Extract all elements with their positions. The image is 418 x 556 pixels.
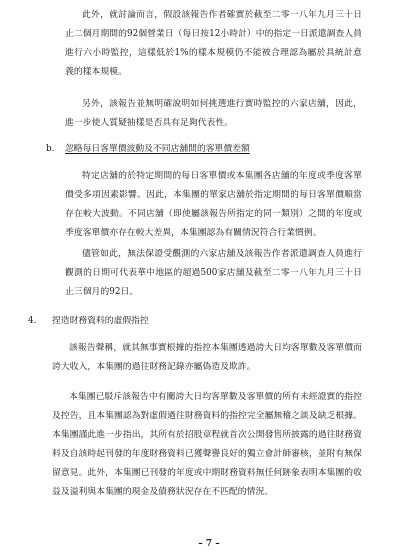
section-b-title: 忽略每日客單價波動及不同店舖間的客單價差額 [65, 144, 250, 154]
section-b-marker: b. [46, 144, 55, 154]
paragraph-representativeness: 儘管如此，無法保證受觀測的六家店舖及該報告作者派遣調查人員進行觀測的日期可代表華中地區的超過500家店舖及截至二零一八年九月三十日止三個月的92日。 [65, 249, 362, 297]
paragraph-store-selection: 另外，該報告並無明確說明如何挑選進行實時監控的六家店舖，因此，進一步使人質疑抽樣是否具有足夠代表性。 [65, 99, 362, 128]
section-4-title: 捏造財務資料的虛假指控 [52, 316, 149, 326]
paragraph-sampling-size: 此外，就討論而言，假設該報告作者確實於截至二零一八年九月三十日止二個月期間的92個營業日（每日按12小時計）中的指定一日派遣調查人員進行六小時監控，這樣低於1%的樣本規模仍不能被合理認為屬於具統計意義的樣本規模。 [65, 10, 362, 77]
paragraph-ticket-fluctuation: 特定店舖的於特定期間的每日客單價或本集團各店舖的年度或季度客單價受多項因素影響。因此，本集團的單家店舖於指定期間的每日客單價順當存在較大波動。不同店舖（即使屬該報告所指定的同一類別）之間的年度或季度客單價亦存在較大差異，本集團認為有關情況符合行業慣例。 [65, 171, 362, 238]
page-number: – 7 – [198, 539, 220, 549]
paragraph-rebuttal: 本集團已駁斥該報告中有關誇大日均客單數及客單價的所有未經證實的指控及控告，且本集團認為對虛假過往財務資料的指控完全屬無稽之談及缺乏根據。本集團謹此進一步指出，其所有於招股章程就首次公開發售所披露的過往財務資料及自該時起刊發的年度財務資料已獲聲譽良好的獨立會計師審核，並附有無保留意見。此外，本集團已刊發的年度或中期財務資料無任何跡象表明本集團的收益及溢利與本集團的現金及債務狀況存在不匹配的情況。 [52, 392, 362, 497]
section-4-marker: 4. [28, 316, 37, 326]
paragraph-allegation: 該報告聲稱，就其無事實根據的指控本集團透過誇大日均客單數及客單價而誇大收入，本集團的過往財務記錄亦屬偽造及欺詐。 [52, 343, 362, 372]
